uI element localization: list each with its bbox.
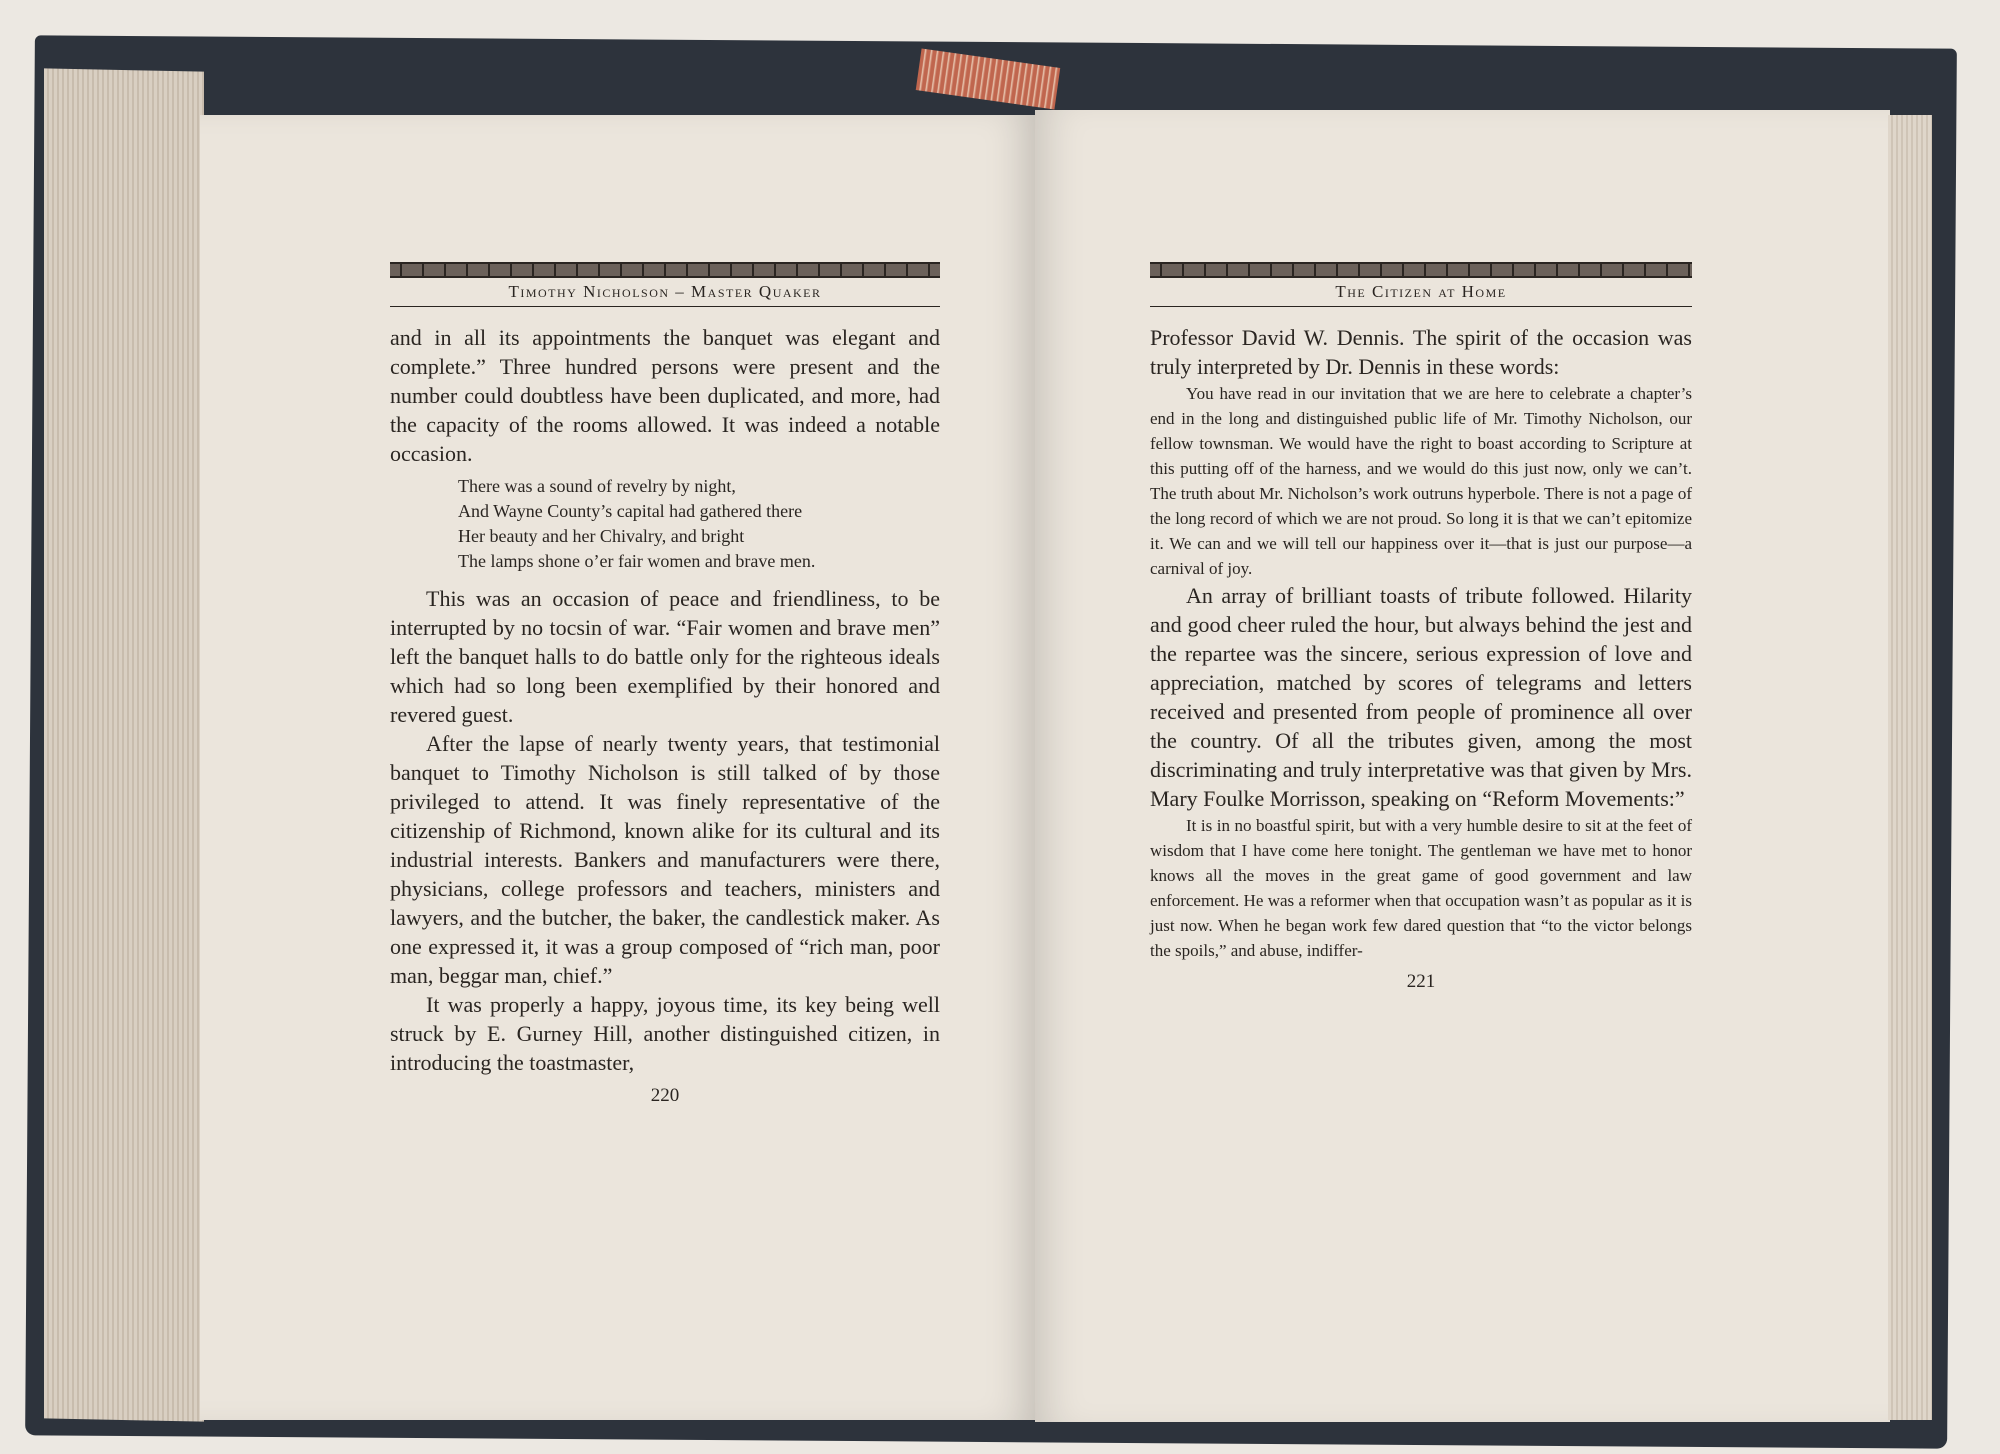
block-quote: It is in no boastful spirit, but with a very humble desire to sit at the feet of wisdom that I have come here tonight. The gentleman we have met to honor knows all the moves in the great game of good government and law enforcement. He was a reformer when that occupation wasn’t as popular as it is just now. When he began work few dared question that “to the victor belongs the spoils,” and abuse, indiffer- <box>1150 816 1692 960</box>
paragraph: An array of brilliant toasts of tribute followed. Hilarity and good cheer ruled the hour, but always behind the jest and the repartee was the sincere, serious expression of love and appreciation, matched by scores of telegrams and letters received and presented from people of prominence all over the country. Of all the tributes given, among the most discriminating and truly interpretative was that given by Mrs. Mary Foulke Morrisson, speaking on “Reform Movements:” <box>1150 583 1692 811</box>
body-text <box>390 323 940 1077</box>
right-page-content <box>1150 262 1692 993</box>
block-quote: You have read in our invitation that we are here to celebrate a chapter’s end in the long and distinguished public life of Mr. Timothy Nicholson, our fellow townsman. We would have the right to boast according to Scripture at this putting off of the harness, and we would do this just now, only we can’t. The truth about Mr. Nicholson’s work outruns hyperbole. There is not a page of the long record of which we are not proud. So long it is that we can’t epitomize it. We can and we will tell our happiness over it—that is just our purpose—a carnival of joy. <box>1150 384 1692 578</box>
verse-line: Her beauty and her Chivalry, and bright <box>458 526 745 546</box>
page-number: 220 <box>650 1085 680 1106</box>
paragraph: It was properly a happy, joyous time, its key being well struck by E. Gurney Hill, another distinguished citizen, in introducing the toastmaster, <box>390 992 940 1075</box>
page-edges-right <box>1888 115 1932 1420</box>
paragraph: and in all its appointments the banquet was elegant and complete.” Three hundred persons were present and the number could doubtless have been duplicated, and more, had the capacity of the rooms allowed. It was indeed a notable occasion. <box>390 325 940 466</box>
verse-line: And Wayne County’s capital had gathered there <box>458 501 803 521</box>
left-page-content <box>390 262 940 1107</box>
body-text <box>1150 323 1692 963</box>
page-number: 221 <box>1406 971 1436 992</box>
header-ornament <box>390 262 940 278</box>
running-head: Timothy Nicholson – Master Quaker <box>390 278 940 307</box>
verse-line: The lamps shone o’er fair women and brave men. <box>458 551 816 571</box>
paragraph: This was an occasion of peace and friendliness, to be interrupted by no tocsin of war. “Fair women and brave men” left the banquet halls to do battle only for the righteous ideals which had so long been exemplified by their honored and revered guest. <box>390 586 940 727</box>
running-head: The Citizen at Home <box>1150 278 1692 307</box>
verse-line: There was a sound of revelry by night, <box>458 476 736 496</box>
header-ornament <box>1150 262 1692 278</box>
page-edges-left <box>44 68 204 1421</box>
paragraph: Professor David W. Dennis. The spirit of the occasion was truly interpreted by Dr. Dennis in these words: <box>1150 325 1692 379</box>
verse <box>458 474 940 574</box>
paragraph: After the lapse of nearly twenty years, that testimonial banquet to Timothy Nicholson is still talked of by those privileged to attend. It was finely representative of the citizenship of Richmond, known alike for its cultural and its industrial interests. Bankers and manufacturers were there, physicians, college professors and teachers, ministers and lawyers, and the butcher, the baker, the candlestick maker. As one expressed it, it was a group composed of “rich man, poor man, beggar man, chief.” <box>390 731 940 988</box>
